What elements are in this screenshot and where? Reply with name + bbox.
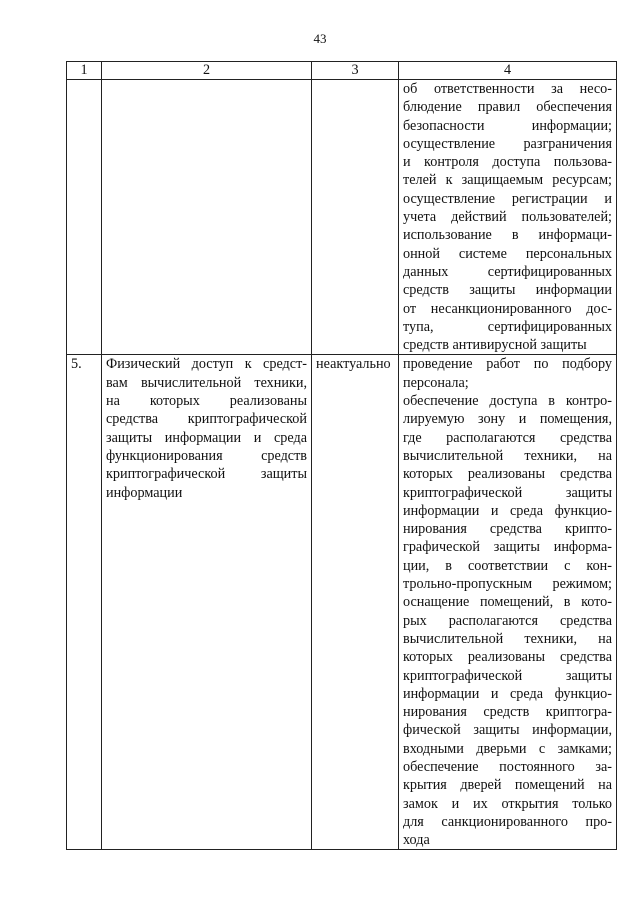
text-line: и контроля доступа пользова- <box>403 154 612 171</box>
text-line: безопасности информации; <box>403 117 612 134</box>
text-line: проведение работ по подбору <box>403 356 612 373</box>
text-line: данных сертифицированных <box>403 263 612 280</box>
text-line: об ответственности за несо- <box>403 81 612 97</box>
header-col-3: 3 <box>312 62 399 80</box>
text-line: нирования средств криптогра- <box>403 704 612 721</box>
text-line: входными дверьми с замками; <box>403 740 612 757</box>
cont-cell-1 <box>67 80 102 355</box>
text-line: защиты информации и среда <box>106 429 307 446</box>
text-line: рых располагаются средства <box>403 612 612 629</box>
text-line: обеспечение постоянного за- <box>403 758 612 775</box>
text-line: обеспечение доступа в контро- <box>403 393 612 410</box>
text-line: криптографической защиты <box>403 667 612 684</box>
row-number: 5. <box>67 355 102 850</box>
text-line: онной системе персональных <box>403 245 612 262</box>
threats-table <box>66 61 617 850</box>
cont-cell-3 <box>312 80 399 355</box>
text-line: информации и среда функцио- <box>403 502 612 519</box>
text-line: лируемую зону и помещения, <box>403 411 612 428</box>
text-line: вычислительной техники, на <box>403 447 612 464</box>
text-line: хода <box>403 832 430 849</box>
text-line: замок и их открытия только <box>403 795 612 812</box>
text-line: информации и среда функцио- <box>403 685 612 702</box>
page-number: 43 <box>313 31 327 46</box>
text-line: осуществление регистрации и <box>403 190 612 207</box>
text-line: которых реализованы средства <box>403 649 612 666</box>
table-row-continued <box>67 80 617 355</box>
text-line: персонала; <box>403 374 469 391</box>
text-line: Физический доступ к средст- <box>106 356 307 373</box>
text-line: функционирования средств <box>106 447 307 464</box>
text-line: средств антивирусной защиты <box>403 337 587 354</box>
text-line: крытия дверей помещений на <box>403 777 612 794</box>
text-line: средств защиты информации <box>403 282 612 299</box>
text-line: для санкционированного про- <box>403 813 612 830</box>
text-line: от несанкционированного дос- <box>403 300 612 317</box>
text-line: трольно-пропускным режимом; <box>403 576 612 593</box>
text-line: вычислительной техники, на <box>403 630 612 647</box>
measures-cell <box>399 355 617 850</box>
threat-description <box>102 355 312 850</box>
text-line: вам вычислительной техники, <box>106 374 307 391</box>
table-row-5 <box>67 355 617 850</box>
relevance-status: неактуально <box>312 355 399 850</box>
text-line: тупа, сертифицированных <box>403 318 612 335</box>
header-col-4: 4 <box>399 62 617 80</box>
text-line: блюдение правил обеспечения <box>403 99 612 116</box>
text-line: ции, в соответствии с кон- <box>403 557 612 574</box>
text-line: телей к защищаемым ресурсам; <box>403 172 612 189</box>
text-line: информации <box>106 484 183 501</box>
text-line: где располагаются средства <box>403 429 612 446</box>
text-line: оснащение помещений, в кото- <box>403 594 612 611</box>
text-line: криптографической защиты <box>106 466 307 483</box>
text-line: фической защиты информации, <box>403 722 612 739</box>
text-line: учета действий пользователей; <box>403 209 612 226</box>
text-line: средства криптографической <box>106 411 307 428</box>
text-line: осуществление разграничения <box>403 135 612 152</box>
text-line: которых реализованы средства <box>403 466 612 483</box>
text-line: криптографической защиты <box>403 484 612 501</box>
text-line: графической защиты информа- <box>403 539 612 556</box>
header-col-1: 1 <box>67 62 102 80</box>
text-line: на которых реализованы <box>106 393 307 410</box>
header-col-2: 2 <box>102 62 312 80</box>
text-line: использование в информаци- <box>403 227 612 244</box>
text-line: нирования средства крипто- <box>403 521 612 538</box>
cont-cell-2 <box>102 80 312 355</box>
header-row <box>67 62 617 80</box>
measures-cell-continued <box>399 80 617 355</box>
